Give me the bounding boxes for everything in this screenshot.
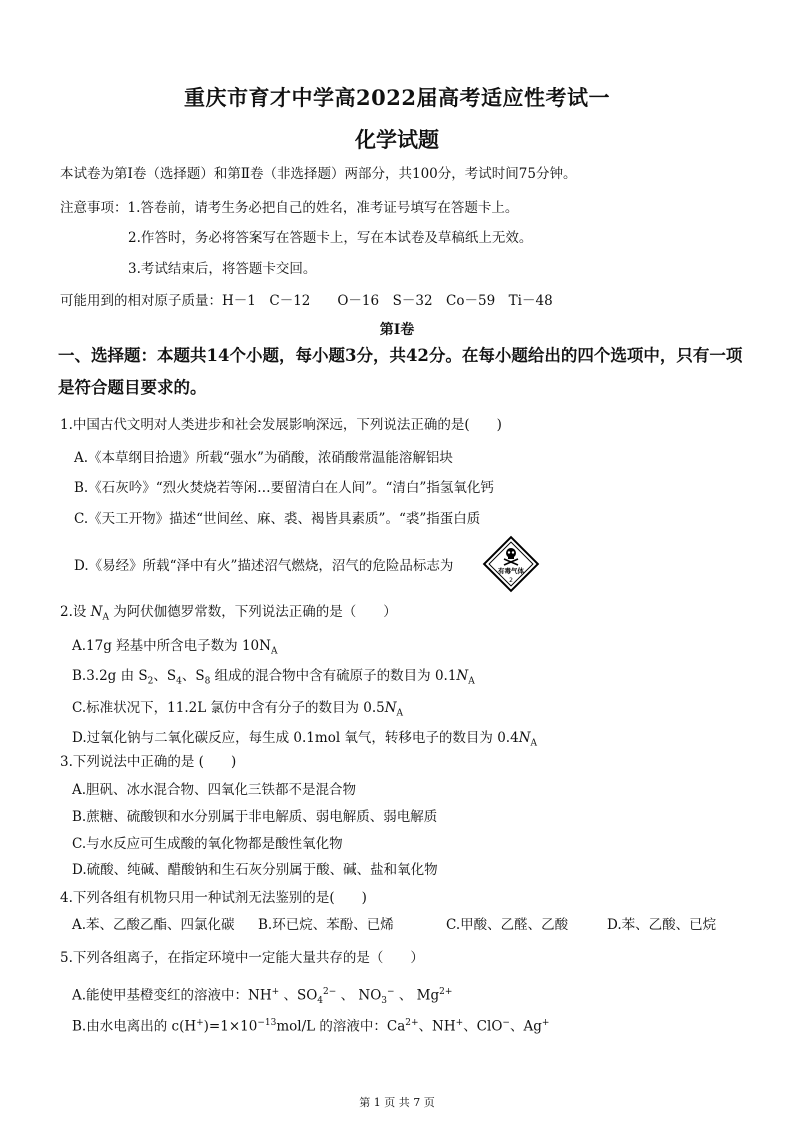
exam-subtitle: 化学试题: [355, 127, 439, 152]
q3-option-b: B.蔗糖、硫酸钡和水分别属于非电解质、弱电解质、弱电解质: [72, 809, 438, 825]
q3-stem: 3.下列说法中正确的是 ( ): [60, 754, 237, 770]
q4-option-b: B.环已烷、苯酚、已烯: [258, 917, 394, 933]
q4-stem: 4.下列各组有机物只用一种试剂无法鉴别的是( ): [60, 890, 367, 906]
hazard-sign-class: 2: [509, 577, 513, 584]
q3-option-d: D.硫酸、纯碱、醋酸钠和生石灰分别属于酸、碱、盐和氧化物: [72, 862, 438, 878]
q5-option-a: A.能使甲基橙变红的溶液中：NH+ 、$SO_4^{2-}$ 、 $NO_3^-$ 、 $Mg^{2+}$: [72, 987, 453, 1007]
part-heading: 第Ⅰ卷: [379, 322, 415, 338]
q2-option-a: A.17g 羟基中所含电子数为 $10N_A$: [72, 638, 278, 657]
hazard-sign-label: 有毒气体: [498, 567, 524, 575]
exam-description: 本试卷为第Ⅰ卷（选择题）和第Ⅱ卷（非选择题）两部分，共100分，考试时间75分钟。: [60, 166, 577, 182]
q1-option-a: A.《本草纲目拾遗》所载“强水”为硝酸，浓硝酸常温能溶解铝块: [74, 450, 453, 466]
q2-option-b: B.3.2g 由 $S_2$、$S_4$、$S_8$ 组成的混合物中含有硫原子的数目为 $0.1N_A$: [72, 668, 475, 687]
q5-stem: 5.下列各组离子，在指定环境中一定能大量共存的是（ ）: [60, 950, 424, 966]
note-1: 1.答卷前，请考生务必把自己的姓名，准考证号填写在答题卡上。: [127, 200, 519, 216]
q4-option-d: D.苯、乙酸、已烷: [607, 917, 717, 933]
q2-stem: 2.设 $N_A$ 为阿伏伽德罗常数，下列说法正确的是（ ）: [60, 604, 397, 623]
notes-line-1: [60, 199, 518, 217]
q2-option-d: D.过氧化钠与二氧化碳反应，每生成 0.1mol 氧气，转移电子的数目为 $0.4N_A$: [72, 730, 538, 749]
atomic-masses: 可能用到的相对原子质量：H－1 C－12 O－16 S－32 Co－59 Ti－48: [60, 293, 553, 309]
toxic-gas-hazard-sign-icon: [479, 532, 543, 596]
note-3: 3.考试结束后，将答题卡交回。: [128, 261, 317, 277]
q3-option-a: A.胆矾、冰水混合物、四氧化三铁都不是混合物: [72, 782, 357, 798]
q1-option-d: [74, 557, 453, 575]
exam-title: 重庆市育才中学高2022届高考适应性考试一: [184, 85, 610, 110]
section-instructions-line-2: 是符合题目要求的。: [58, 378, 207, 397]
q2-option-c: C.标准状况下，11.2L 氯仿中含有分子的数目为 $0.5N_A$: [72, 700, 404, 719]
q1-option-b: B.《石灰吟》“烈火焚烧若等闲…要留清白在人间”。“清白”指氢氧化钙: [74, 480, 494, 496]
notes-label: 注意事项：: [60, 200, 128, 216]
q5-option-b: B.由水电离出的 $c(H^+)=1\times 10^{-13}mol/L$ 的溶液中：$Ca^{2+}$、NH+、ClO−、Ag+: [72, 1018, 550, 1035]
note-2: 2.作答时，务必将答案写在答题卡上，写在本试卷及草稿纸上无效。: [128, 230, 533, 246]
q3-option-c: C.与水反应可生成酸的氧化物都是酸性氧化物: [72, 836, 343, 852]
q1-option-c: C.《天工开物》描述“世间丝、麻、裘、褐皆具素质”。“裘”指蛋白质: [74, 511, 481, 527]
q4-option-a: A.苯、乙酸乙酯、四氯化碳: [72, 917, 235, 933]
q1-stem: 1.中国古代文明对人类进步和社会发展影响深远，下列说法正确的是( ): [60, 417, 502, 433]
section-instructions-line-1: 一、选择题：本题共14个小题，每小题3分，共42分。在每小题给出的四个选项中，只有一项: [58, 346, 743, 365]
q1-option-d-text: D.《易经》所载“泽中有火”描述沼气燃烧，沼气的危险品标志为: [74, 558, 454, 574]
page-footer: 第 1 页 共 7 页: [359, 1096, 435, 1109]
q4-option-c: C.甲酸、乙醛、乙酸: [446, 917, 569, 933]
